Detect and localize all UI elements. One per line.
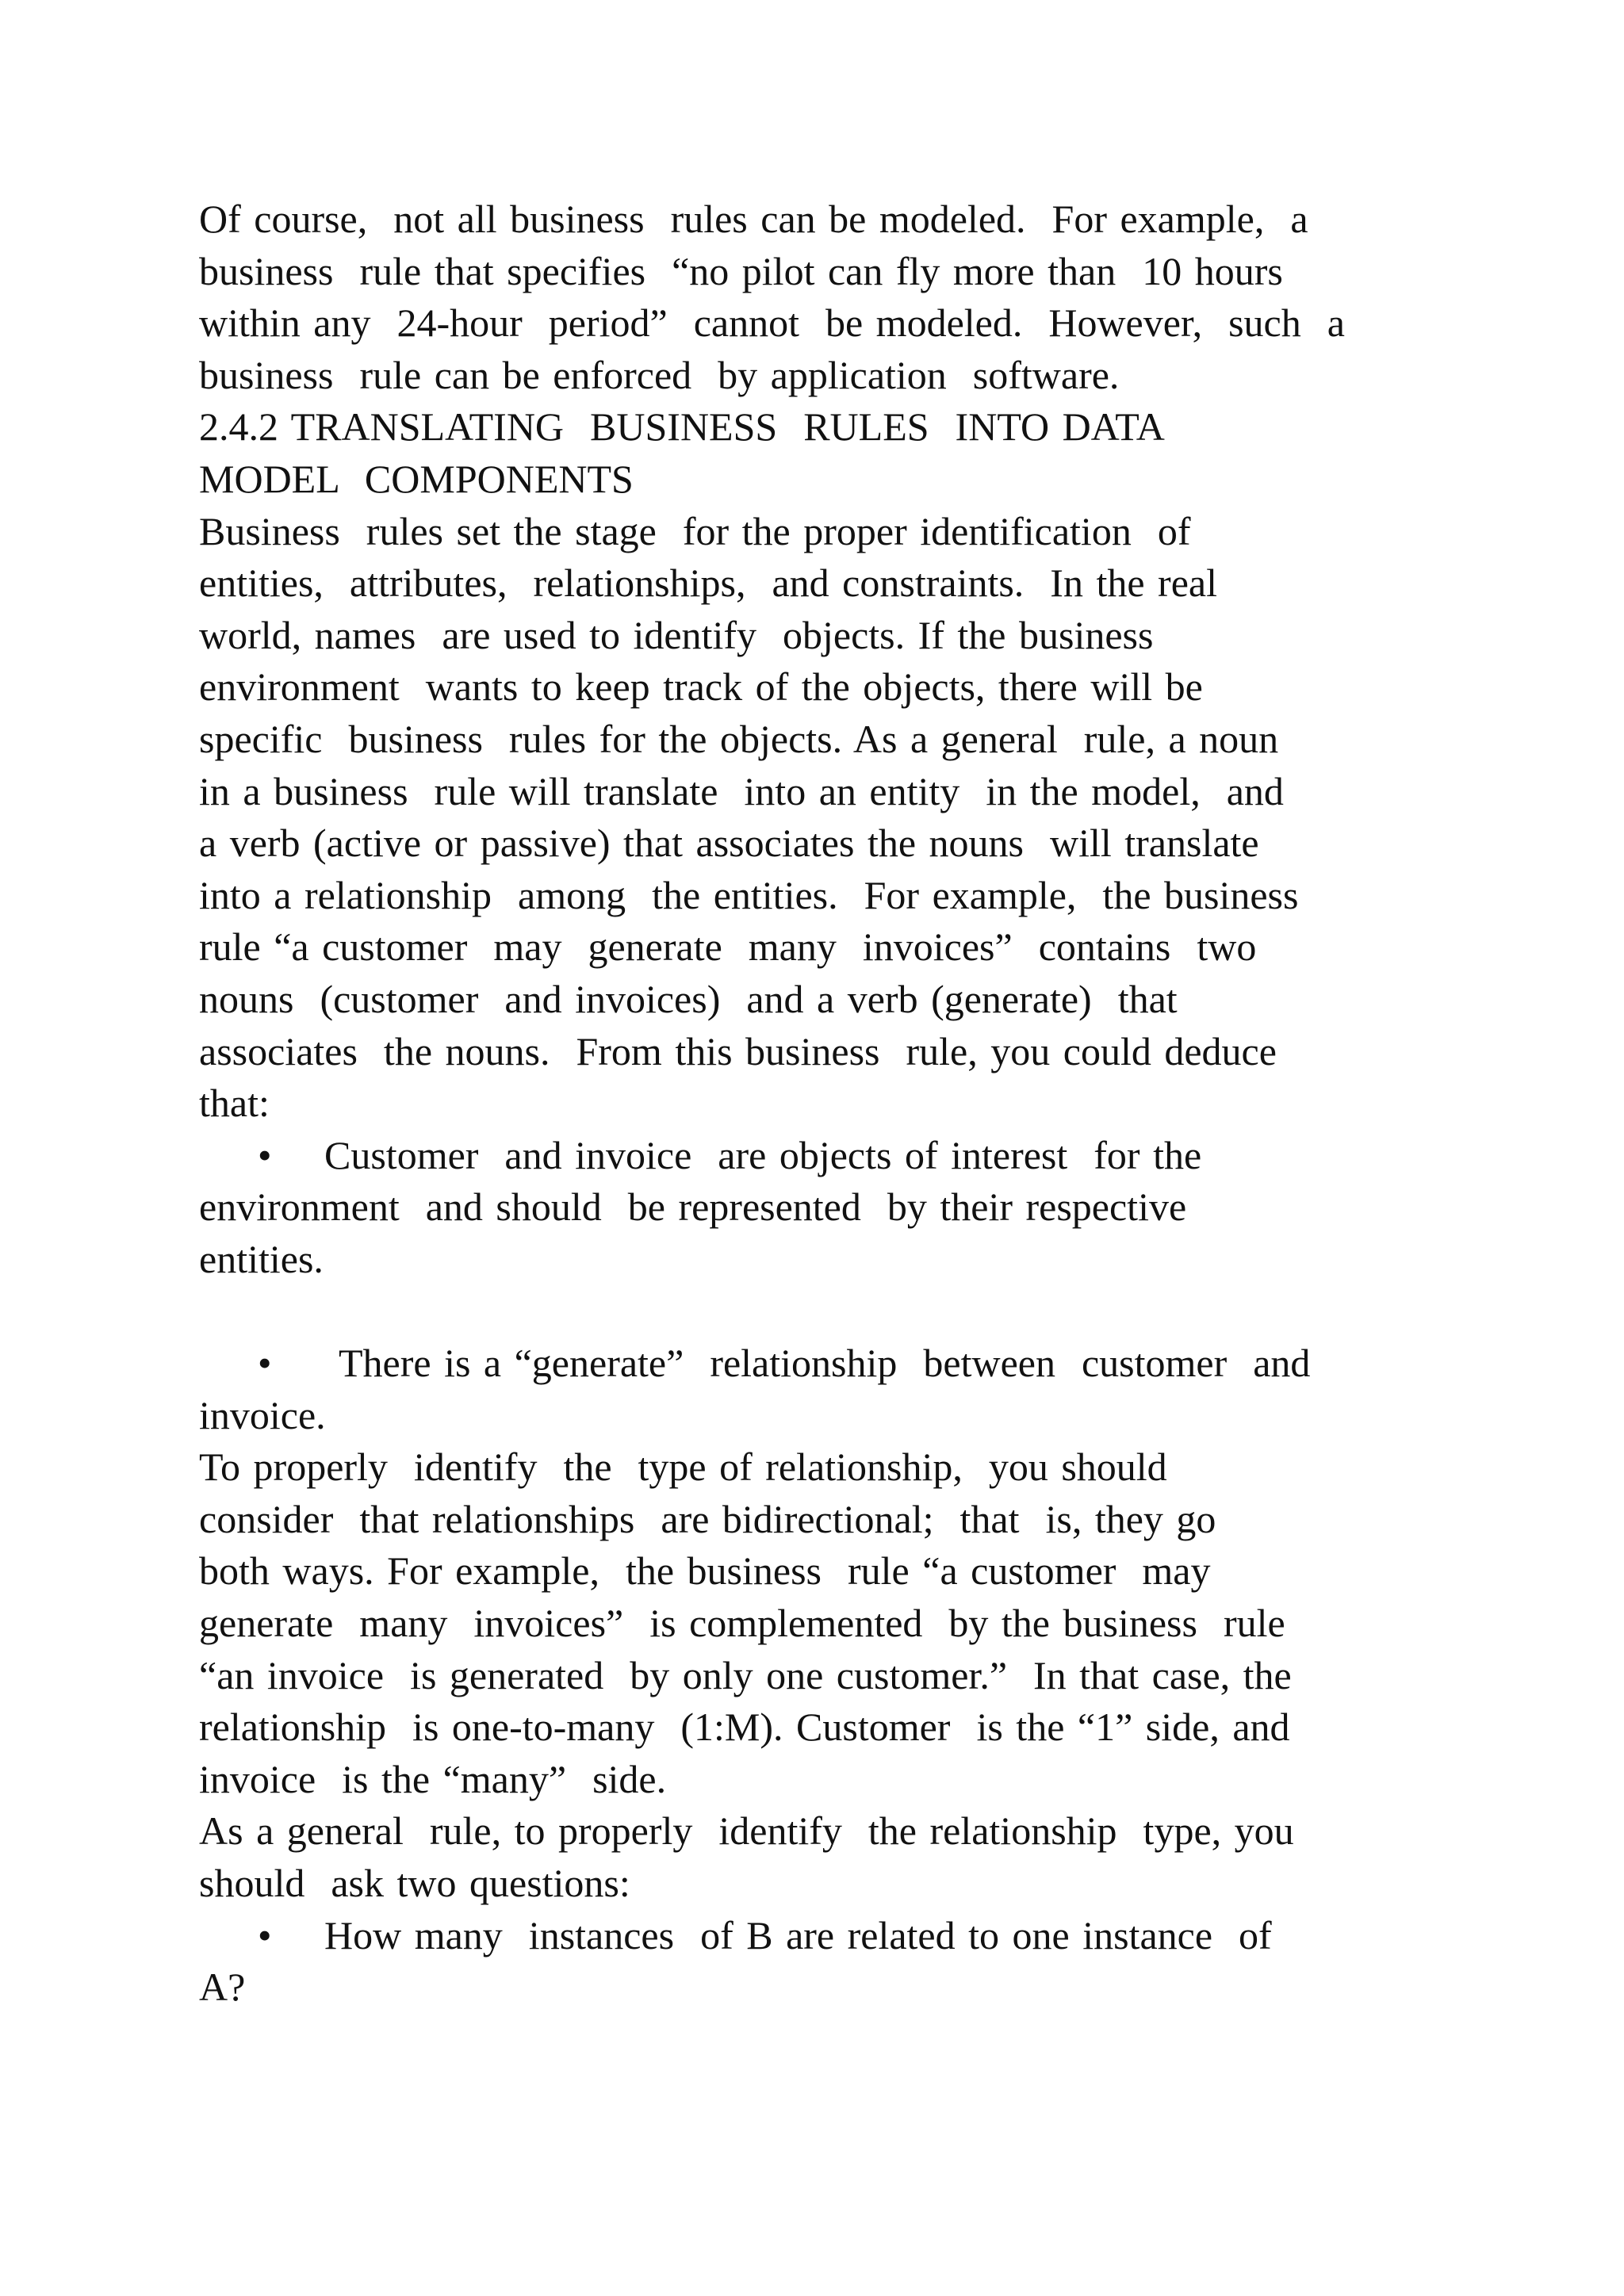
text-line: To properly identify the type of relationship, you should bbox=[199, 1445, 1167, 1490]
text-line: environment wants to keep track of the objects, there will be bbox=[199, 664, 1203, 710]
text-line: consider that relationships are bidirectional; that is, they go bbox=[199, 1496, 1216, 1541]
paragraph-questions bbox=[199, 1805, 1452, 1909]
bullet-text: There is a “generate” relationship between customer and bbox=[339, 1341, 1311, 1386]
bullet-first-line bbox=[199, 1130, 1452, 1182]
bullet-item-relationship bbox=[199, 1337, 1452, 1441]
blank-line bbox=[199, 1285, 1452, 1337]
bullet-icon: • bbox=[258, 1341, 272, 1386]
bullet-first-line bbox=[199, 1337, 1452, 1390]
bullet-icon: • bbox=[258, 1912, 272, 1957]
bullet-item-question bbox=[199, 1910, 1452, 2014]
text-line: both ways. For example, the business rule “a customer may bbox=[199, 1548, 1211, 1594]
text-line: a verb (active or passive) that associates the nouns will translate bbox=[199, 821, 1259, 866]
paragraph-bidirectional bbox=[199, 1441, 1452, 1805]
text-line: within any 24-hour period” cannot be modeled. However, such a bbox=[199, 300, 1345, 346]
text-line: rule “a customer may generate many invoices” contains two bbox=[199, 924, 1257, 970]
text-line: nouns (customer and invoices) and a verb (generate) that bbox=[199, 976, 1178, 1021]
text-line: invoice. bbox=[199, 1392, 326, 1437]
text-line: invoice is the “many” side. bbox=[199, 1756, 667, 1801]
bullet-first-line bbox=[199, 1910, 1452, 1962]
paragraph-intro bbox=[199, 193, 1452, 401]
text-line: entities. bbox=[199, 1236, 324, 1281]
bullet-icon: • bbox=[258, 1132, 272, 1177]
heading-line: 2.4.2 TRANSLATING BUSINESS RULES INTO DATA bbox=[199, 404, 1165, 450]
bullet-item-objects bbox=[199, 1130, 1452, 1286]
text-line: environment and should be represented by their respective bbox=[199, 1184, 1187, 1230]
text-line: A? bbox=[199, 1965, 246, 2010]
text-line: relationship is one-to-many (1:M). Customer is the “1” side, and bbox=[199, 1705, 1290, 1750]
text-line: generate many invoices” is complemented by the business rule bbox=[199, 1601, 1285, 1646]
text-line: associates the nouns. From this business rule, you could deduce bbox=[199, 1028, 1277, 1073]
bullet-text: How many instances of B are related to one instance of bbox=[324, 1912, 1272, 1957]
text-line: world, names are used to identify objects. If the business bbox=[199, 612, 1154, 657]
text-line: should ask two questions: bbox=[199, 1861, 630, 1905]
text-line: business rule that specifies “no pilot can fly more than 10 hours bbox=[199, 248, 1283, 293]
text-line: entities, attributes, relationships, and constraints. In the real bbox=[199, 561, 1217, 606]
bullet-text: Customer and invoice are objects of interest for the bbox=[324, 1132, 1202, 1177]
paragraph-business-rules bbox=[199, 506, 1452, 1130]
heading-line: MODEL COMPONENTS bbox=[199, 456, 634, 501]
document-body bbox=[199, 193, 1452, 2014]
text-line: specific business rules for the objects. As a general rule, a noun bbox=[199, 716, 1279, 761]
text-line: “an invoice is generated by only one customer.” In that case, the bbox=[199, 1652, 1292, 1697]
section-heading bbox=[199, 401, 1452, 505]
text-line: Business rules set the stage for the proper identification of bbox=[199, 508, 1191, 553]
text-line: Of course, not all business rules can be modeled. For example, a bbox=[199, 197, 1308, 241]
text-line: As a general rule, to properly identify the relationship type, you bbox=[199, 1808, 1294, 1854]
text-line: business rule can be enforced by application software. bbox=[199, 352, 1120, 397]
text-line: in a business rule will translate into an entity in the model, and bbox=[199, 768, 1284, 813]
text-line: that: bbox=[199, 1081, 270, 1126]
text-line: into a relationship among the entities. For example, the business bbox=[199, 872, 1299, 917]
